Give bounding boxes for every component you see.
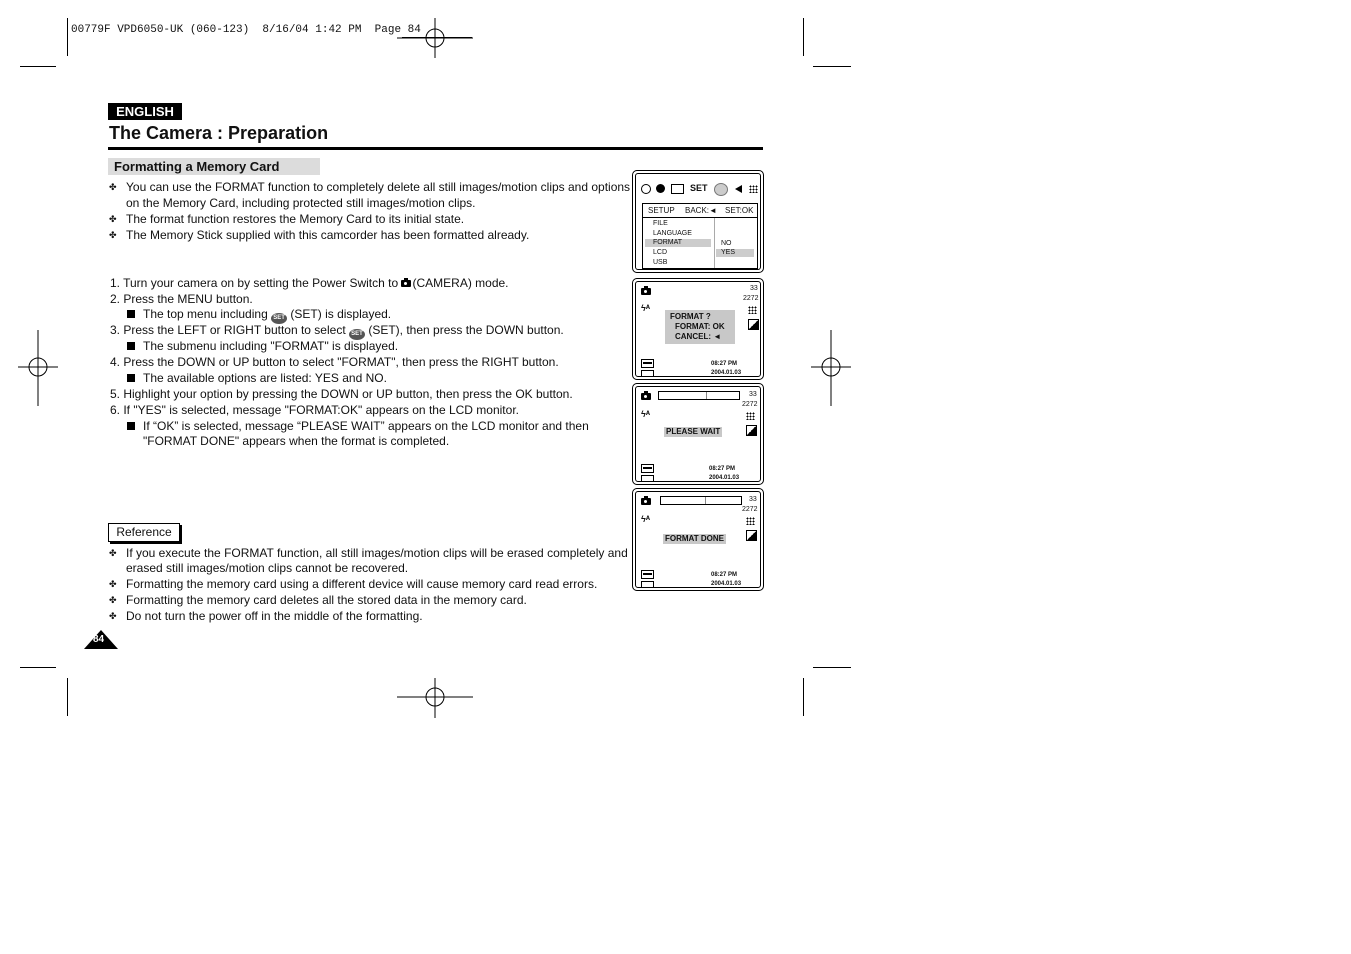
- shot-count: 33: [749, 391, 757, 398]
- resolution: 2272: [743, 295, 759, 302]
- time-display: 08:27 PM: [711, 361, 738, 367]
- step-5: 5. Highlight your option by pressing the DOWN or UP button, then press the OK button.: [110, 387, 573, 401]
- screen-frame: [635, 491, 761, 588]
- menu-item-lcd[interactable]: LCD: [653, 249, 668, 256]
- page-title: The Camera : Preparation: [109, 123, 329, 143]
- battery-icon: [641, 464, 654, 473]
- time-display: 08:27 PM: [709, 466, 736, 472]
- camera-icon: [641, 498, 651, 505]
- reference-label: Reference: [108, 523, 180, 542]
- crop-mark: [67, 678, 68, 716]
- quality-dots-icon: [746, 517, 755, 525]
- set-icon: SET: [349, 329, 365, 340]
- crop-mark: [803, 678, 804, 716]
- menu-header-divider: [643, 217, 757, 218]
- menu-item-usb[interactable]: USB: [653, 259, 668, 266]
- date-display: 2004.01.03: [711, 581, 742, 587]
- memory-card-icon: [641, 475, 654, 482]
- format-done-message: FORMAT DONE: [665, 534, 724, 543]
- square-bullet-icon: [127, 310, 135, 318]
- print-header-code: 00779F VPD6050-UK (060-123) 8/16/04 1:42 PM Page 84: [71, 24, 421, 36]
- image-quality-icon: [746, 530, 757, 541]
- menu-tab-row: [639, 182, 759, 196]
- resolution: 2272: [742, 506, 758, 513]
- image-quality-icon: [748, 319, 759, 330]
- menu-header-back: BACK:◄: [685, 206, 717, 215]
- option-no[interactable]: NO: [721, 240, 732, 247]
- menu-panel: [642, 203, 758, 269]
- progress-bar: [660, 496, 742, 505]
- speaker-icon: [735, 185, 742, 193]
- lcd-screen-format-done: [632, 488, 764, 591]
- menu-item-format[interactable]: FORMAT: [645, 239, 711, 247]
- menu-item-file[interactable]: FILE: [653, 220, 668, 227]
- camera-icon: [641, 393, 651, 400]
- bullet-symbol: ✤: [109, 595, 117, 605]
- shot-count: 33: [750, 285, 758, 292]
- registration-mark-right: [811, 330, 851, 406]
- format-question: FORMAT ?: [670, 312, 711, 321]
- step-2: 2. Press the MENU button.: [110, 292, 253, 306]
- date-display: 2004.01.03: [711, 370, 742, 376]
- format-ok[interactable]: FORMAT: OK: [675, 322, 725, 331]
- step-1: 1. Turn your camera on by setting the Power Switch to (CAMERA) mode.: [110, 276, 509, 290]
- square-bullet-icon: [127, 374, 135, 382]
- square-bullet-icon: [127, 342, 135, 350]
- header-underline: [402, 37, 472, 38]
- progress-marker: [706, 392, 707, 399]
- registration-mark-bottom: [397, 678, 473, 718]
- step-6: 6. If "YES" is selected, message "FORMAT:OK" appears on the LCD monitor.: [110, 403, 519, 417]
- shot-count: 33: [749, 496, 757, 503]
- flash-auto-icon: ϟᴬ: [641, 409, 651, 419]
- timer-icon: [656, 184, 665, 193]
- square-bullet-icon: [127, 422, 135, 430]
- crop-mark: [67, 18, 68, 56]
- memory-card-icon: [641, 370, 654, 377]
- progress-bar: [658, 391, 740, 400]
- step-6-note-continued: "FORMAT DONE" appears when the format is completed.: [143, 434, 450, 448]
- page-number: 84: [93, 634, 105, 645]
- set-tab-icon: SET: [690, 183, 708, 193]
- progress-marker: [705, 497, 706, 504]
- image-quality-icon: [746, 425, 757, 436]
- title-rule: [108, 147, 763, 150]
- bullet-symbol: ✤: [109, 214, 117, 224]
- resolution: 2272: [742, 401, 758, 408]
- date-display: 2004.01.03: [709, 475, 740, 481]
- format-dialog: [665, 310, 735, 344]
- crop-mark: [813, 66, 851, 67]
- please-wait-message: PLEASE WAIT: [666, 427, 721, 436]
- bullet-symbol: ✤: [109, 548, 117, 558]
- step-3-note: The submenu including "FORMAT" is displayed.: [127, 338, 398, 354]
- section-title: Formatting a Memory Card: [108, 158, 320, 175]
- bullet-symbol: ✤: [109, 579, 117, 589]
- flash-auto-icon: ϟᴬ: [641, 303, 651, 313]
- crop-mark: [20, 66, 56, 67]
- step-4: 4. Press the DOWN or UP button to select "FORMAT", then press the RIGHT button.: [110, 355, 559, 369]
- flash-auto-icon: ϟᴬ: [641, 514, 651, 524]
- crop-mark: [803, 18, 804, 56]
- user-icon: [714, 183, 728, 196]
- camera-icon: [401, 280, 411, 287]
- bullet-symbol: ✤: [109, 611, 117, 621]
- screen-frame: [635, 173, 761, 270]
- camera-icon: [641, 288, 651, 295]
- quality-dots-icon: [748, 306, 757, 314]
- step-6-note: If “OK” is selected, message “PLEASE WAIT” appears on the LCD monitor and then: [127, 418, 589, 434]
- grid-icon: [749, 185, 758, 193]
- step-4-note: The available options are listed: YES and NO.: [127, 370, 387, 386]
- language-badge: ENGLISH: [108, 103, 182, 120]
- photo-icon: [671, 184, 684, 194]
- screen-frame: [635, 386, 761, 482]
- screen-frame: [635, 281, 761, 377]
- step-3: 3. Press the LEFT or RIGHT button to select SET (SET), then press the DOWN button.: [110, 322, 564, 340]
- bullet-symbol: ✤: [109, 182, 117, 192]
- set-icon: SET: [271, 313, 287, 324]
- step-2-note: The top menu including SET (SET) is displayed.: [127, 306, 391, 324]
- menu-header-ok: SET:OK: [725, 206, 754, 215]
- crop-mark: [813, 667, 851, 668]
- bullet-symbol: ✤: [109, 230, 117, 240]
- menu-header-setup: SETUP: [648, 206, 675, 215]
- battery-icon: [641, 570, 654, 579]
- battery-icon: [641, 359, 654, 368]
- lcd-screen-format-confirm: [632, 278, 764, 380]
- memory-card-icon: [641, 581, 654, 588]
- crop-mark: [20, 667, 56, 668]
- lcd-screen-setup-menu: [632, 170, 764, 273]
- format-cancel[interactable]: CANCEL: ◄: [675, 332, 722, 341]
- menu-column-divider: [714, 218, 715, 268]
- record-mode-icon: [641, 184, 651, 194]
- time-display: 08:27 PM: [711, 572, 738, 578]
- option-yes[interactable]: YES: [716, 249, 754, 257]
- lcd-screen-please-wait: [632, 383, 764, 485]
- quality-dots-icon: [746, 412, 755, 420]
- menu-item-language[interactable]: LANGUAGE: [653, 230, 692, 237]
- registration-mark-left: [18, 330, 58, 406]
